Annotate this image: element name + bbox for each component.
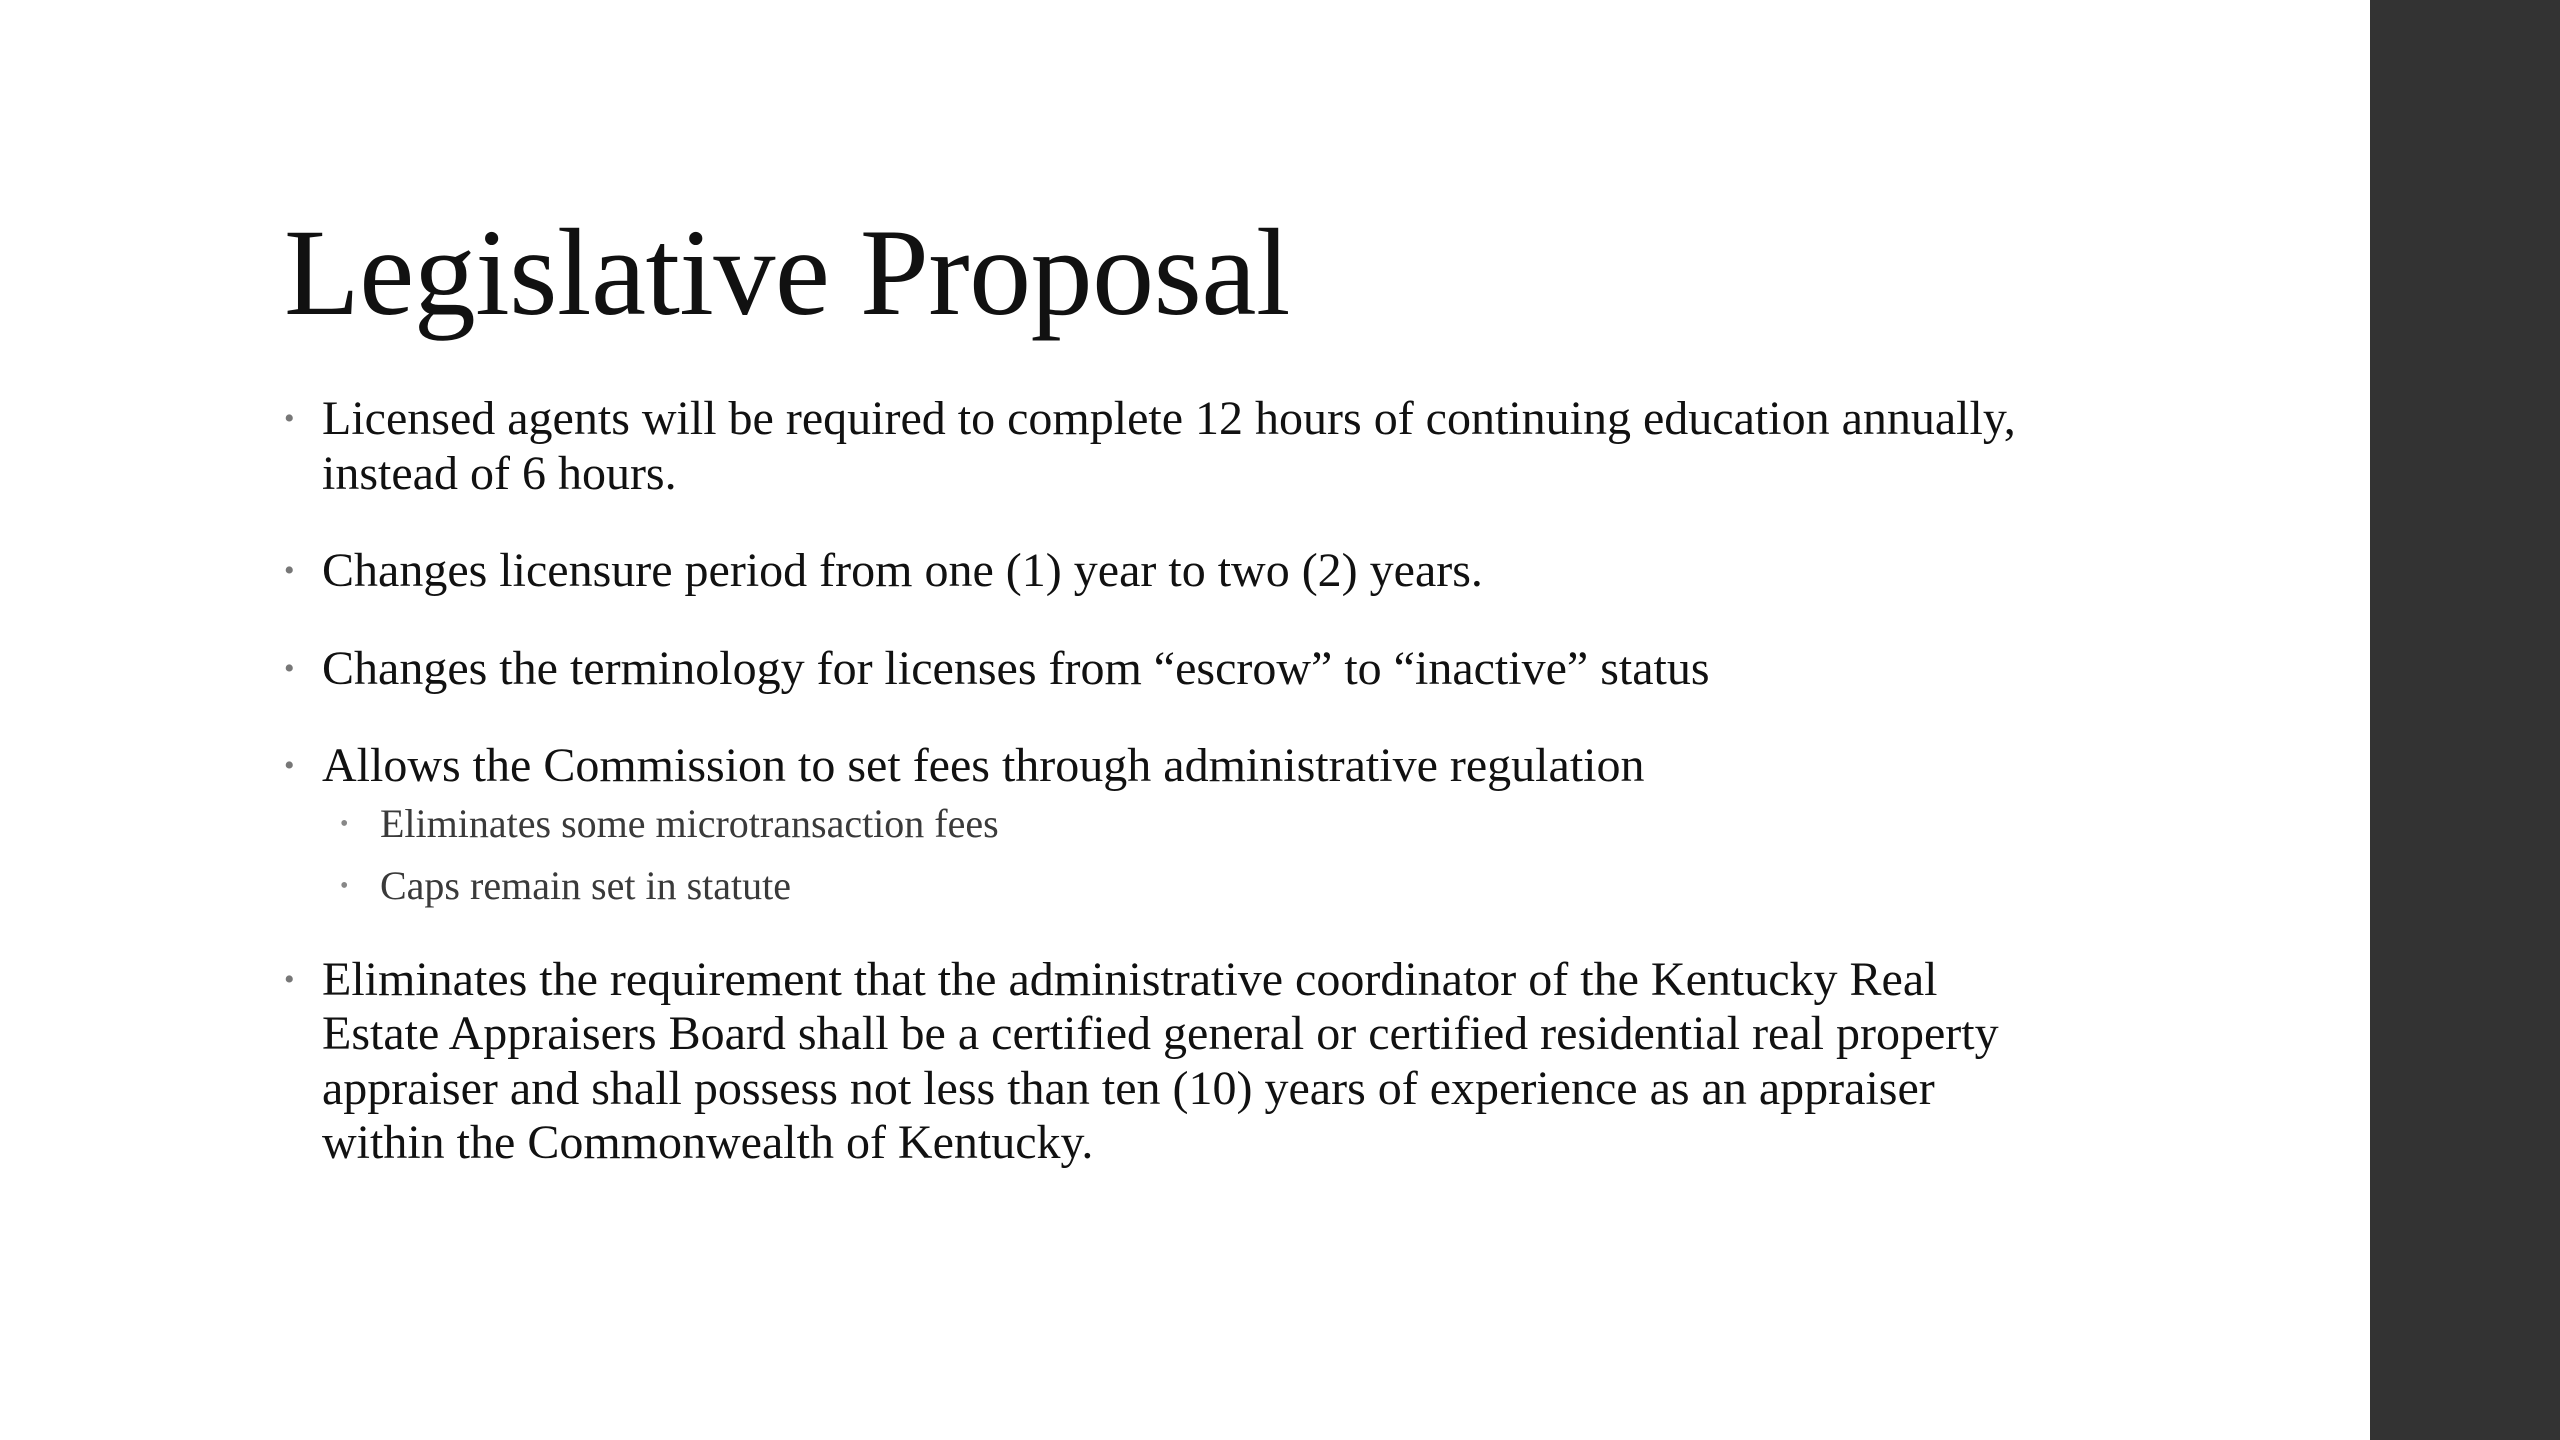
bullet-item <box>284 642 2024 697</box>
bullet-dot-icon: • <box>284 554 295 587</box>
sub-bullet-list <box>322 800 2024 910</box>
bullet-dot-icon: • <box>284 749 295 782</box>
slide-title: Legislative Proposal <box>284 204 1290 341</box>
bullet-text: Allows the Commission to set fees through administrative regulation <box>322 739 1645 792</box>
sub-bullet-dot-icon: • <box>340 810 349 837</box>
bullet-text: Licensed agents will be required to complete 12 hours of continuing education annually, instead of 6 hours. <box>322 392 2016 500</box>
bullet-item <box>284 739 2024 910</box>
bullet-dot-icon: • <box>284 651 295 685</box>
bullet-item <box>284 544 2024 599</box>
sub-bullet-item <box>322 862 2024 910</box>
bullet-text: Changes licensure period from one (1) year to two (2) years. <box>322 544 1483 597</box>
bullet-text: Changes the terminology for licenses from “escrow” to “inactive” status <box>322 641 1710 695</box>
bullet-dot-icon: • <box>284 962 295 996</box>
bullet-list <box>284 392 2024 1214</box>
sub-bullet-text: Eliminates some microtransaction fees <box>380 800 999 846</box>
bullet-item <box>284 392 2024 501</box>
sub-bullet-text: Caps remain set in statute <box>380 862 792 908</box>
side-accent-bar <box>2370 0 2560 1440</box>
bullet-text: Eliminates the requirement that the administrative coordinator of the Kentucky Real Estate Appraisers Board shall be a certified general or certified residential real property appraiser and shall possess not less than ten (10) years of experience as an appraiser within the Commonwealth of Kentucky. <box>322 952 1999 1169</box>
bullet-dot-icon: • <box>284 402 295 435</box>
sub-bullet-dot-icon: • <box>340 872 349 899</box>
bullet-item <box>284 953 2024 1171</box>
sub-bullet-item <box>322 800 2024 848</box>
